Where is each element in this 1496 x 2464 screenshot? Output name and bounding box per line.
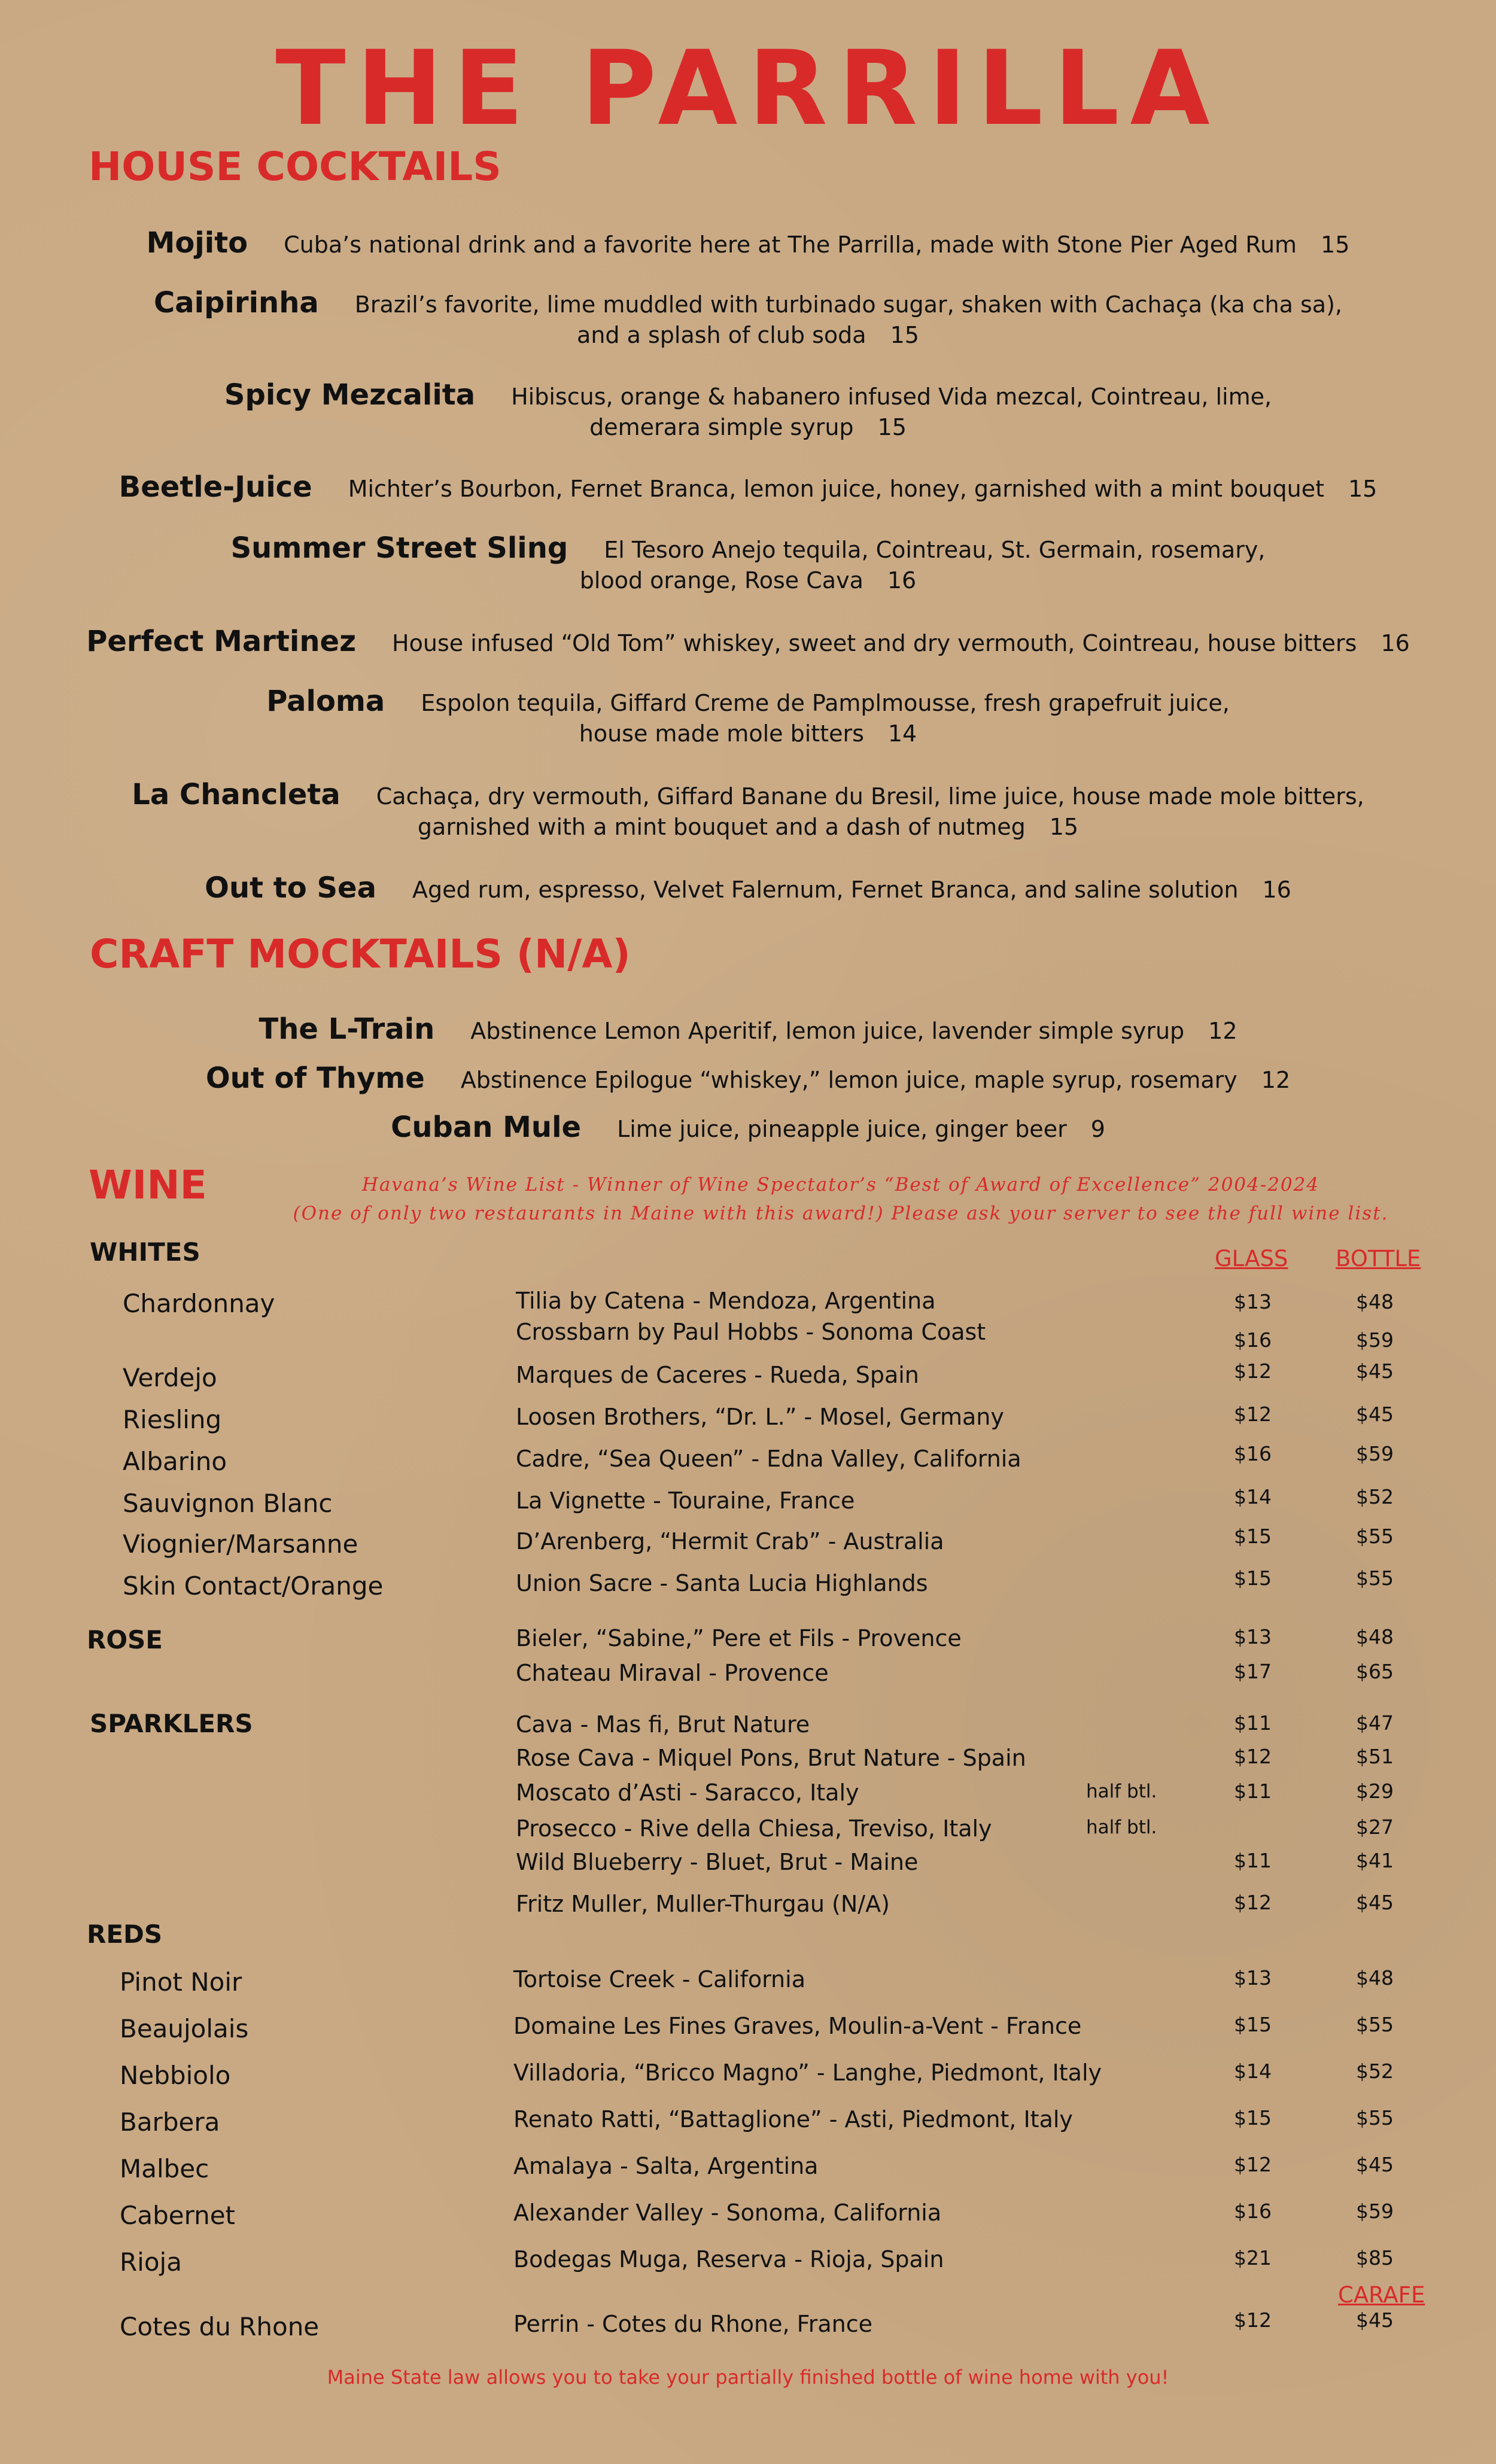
bottle-column-header: BOTTLE <box>1336 1246 1421 1271</box>
wine-desc: D’Arenberg, “Hermit Crab” - Australia <box>516 1528 944 1555</box>
wine-desc: Crossbarn by Paul Hobbs - Sonoma Coast <box>516 1319 986 1345</box>
wine-bottle-price: $45 <box>1356 2308 1394 2332</box>
wine-bottle-price: $41 <box>1356 1849 1394 1872</box>
wine-glass-price: $15 <box>1234 1566 1272 1590</box>
cocktail-desc-line2 <box>0 322 1496 348</box>
wine-bottle-price: $55 <box>1356 1525 1394 1548</box>
wine-glass-price: $15 <box>1234 2013 1272 2036</box>
wine-bottle-price: $59 <box>1356 1442 1394 1465</box>
wine-bottle-price: $48 <box>1356 1625 1394 1648</box>
wine-glass-price: $13 <box>1234 1290 1272 1313</box>
wine-desc: Loosen Brothers, “Dr. L.” - Mosel, Germany <box>516 1404 1004 1430</box>
carafe-column-header: CARAFE <box>1338 2282 1425 2308</box>
wine-desc: Chateau Miraval - Provence <box>516 1660 829 1686</box>
mocktail-name: Cuban Mule <box>391 1111 582 1144</box>
cocktail-name: Spicy Mezcalita <box>224 378 476 412</box>
cocktail-item <box>0 470 1496 504</box>
wine-glass-price: $14 <box>1234 2060 1272 2083</box>
cocktail-desc-cont: and a splash of club soda <box>577 322 866 348</box>
wine-grape: Nebbiolo <box>120 2061 231 2090</box>
wine-bottle-price: $55 <box>1356 1566 1394 1590</box>
wine-desc: Amalaya - Salta, Argentina <box>513 2153 819 2179</box>
cocktail-desc-line2 <box>0 814 1496 840</box>
wine-grape: Verdejo <box>123 1363 217 1392</box>
cocktail-item <box>0 778 1496 811</box>
wine-bottle-price: $45 <box>1356 2153 1394 2176</box>
wine-bottle-price: $48 <box>1356 1966 1394 1990</box>
cocktail-price: 16 <box>887 567 917 594</box>
wine-bottle-price: $29 <box>1356 1779 1394 1803</box>
cocktail-desc: Cachaça, dry vermouth, Giffard Banane du Bresil, lime juice, house made mole bitters, <box>376 783 1364 810</box>
half-bottle-label: half btl. <box>1086 1781 1157 1802</box>
wine-award-note-2: (One of only two restaurants in Maine with this award!) Please ask your server to see the full wine list. <box>293 1203 1389 1224</box>
house-cocktails-heading: HOUSE COCKTAILS <box>89 144 501 190</box>
wine-desc: Wild Blueberry - Bluet, Brut - Maine <box>516 1849 919 1875</box>
cocktail-desc: Hibiscus, orange & habanero infused Vida mezcal, Cointreau, lime, <box>511 384 1272 410</box>
wine-grape: Cotes du Rhone <box>120 2312 320 2341</box>
cocktail-item <box>0 625 1496 658</box>
wine-glass-price: $12 <box>1234 2308 1272 2332</box>
wine-bottle-price: $45 <box>1356 1891 1394 1914</box>
wine-grape: Viognier/Marsanne <box>123 1529 358 1559</box>
mocktail-item <box>0 1061 1496 1095</box>
wine-glass-price: $15 <box>1234 1525 1272 1548</box>
wine-bottle-price: $59 <box>1356 2200 1394 2223</box>
cocktail-item <box>0 286 1496 320</box>
wine-desc: Cava - Mas fi, Brut Nature <box>516 1711 810 1738</box>
wine-glass-price: $17 <box>1234 1660 1272 1683</box>
wine-award-note: Havana’s Wine List - Winner of Wine Spectator’s “Best of Award of Excellence” 2004-2024 <box>361 1174 1320 1196</box>
wine-bottle-price: $52 <box>1356 2060 1394 2083</box>
whites-heading: WHITES <box>90 1237 200 1267</box>
cocktail-name: Perfect Martinez <box>86 625 357 658</box>
wine-glass-price: $11 <box>1234 1779 1272 1803</box>
wine-desc: Fritz Muller, Muller-Thurgau (N/A) <box>516 1891 890 1917</box>
cocktail-desc-line2 <box>0 414 1496 440</box>
cocktail-desc-cont: blood orange, Rose Cava <box>579 567 863 594</box>
wine-bottle-price: $52 <box>1356 1485 1394 1508</box>
wine-desc: Moscato d’Asti - Saracco, Italy <box>516 1779 859 1806</box>
cocktail-price: 14 <box>887 720 917 747</box>
wine-desc: Bodegas Muga, Reserva - Rioja, Spain <box>513 2246 944 2273</box>
wine-bottle-price: $55 <box>1356 2106 1394 2130</box>
reds-heading: REDS <box>87 1920 163 1949</box>
wine-glass-price: $11 <box>1234 1711 1272 1735</box>
cocktail-price: 15 <box>890 322 919 348</box>
cocktail-desc: Brazil’s favorite, lime muddled with turbinado sugar, shaken with Cachaça (ka cha sa), <box>354 291 1342 318</box>
mocktail-item <box>0 1012 1496 1046</box>
wine-glass-price: $14 <box>1234 1485 1272 1508</box>
wine-glass-price: $13 <box>1234 1625 1272 1648</box>
mocktail-name: Out of Thyme <box>205 1061 425 1095</box>
cocktail-price: 15 <box>1348 476 1378 502</box>
wine-desc: Bieler, “Sabine,” Pere et Fils - Provence <box>516 1625 962 1651</box>
wine-desc: Union Sacre - Santa Lucia Highlands <box>516 1570 928 1596</box>
cocktail-desc: Espolon tequila, Giffard Creme de Pamplmousse, fresh grapefruit juice, <box>421 690 1230 716</box>
cocktail-name: Paloma <box>266 685 385 718</box>
wine-desc: Tortoise Creek - California <box>513 1966 805 1993</box>
wine-desc: Perrin - Cotes du Rhone, France <box>513 2311 872 2337</box>
wine-desc: Renato Ratti, “Battaglione” - Asti, Piedmont, Italy <box>513 2106 1073 2133</box>
mocktail-desc: Abstinence Epilogue “whiskey,” lemon juice, maple syrup, rosemary <box>460 1067 1237 1093</box>
wine-desc: La Vignette - Touraine, France <box>516 1487 855 1514</box>
rose-heading: ROSE <box>87 1625 163 1654</box>
cocktail-desc: Aged rum, espresso, Velvet Falernum, Fernet Branca, and saline solution <box>412 877 1239 903</box>
wine-desc: Marques de Caceres - Rueda, Spain <box>516 1362 919 1388</box>
wine-desc: Villadoria, “Bricco Magno” - Langhe, Piedmont, Italy <box>513 2060 1102 2086</box>
mocktail-name: The L-Train <box>259 1012 435 1046</box>
wine-desc: Cadre, “Sea Queen” - Edna Valley, California <box>516 1446 1021 1472</box>
wine-bottle-price: $65 <box>1356 1660 1394 1683</box>
wine-bottle-price: $59 <box>1356 1328 1394 1352</box>
wine-desc: Prosecco - Rive della Chiesa, Treviso, Italy <box>516 1815 992 1842</box>
wine-grape: Riesling <box>123 1405 222 1434</box>
wine-grape: Sauvignon Blanc <box>123 1489 333 1518</box>
restaurant-title: THE PARRILLA <box>275 28 1221 148</box>
wine-bottle-price: $51 <box>1356 1745 1394 1768</box>
wine-bottle-price: $27 <box>1356 1815 1394 1839</box>
wine-glass-price: $21 <box>1234 2246 1272 2270</box>
mocktail-price: 12 <box>1261 1067 1291 1093</box>
cocktail-desc: Michter’s Bourbon, Fernet Branca, lemon juice, honey, garnished with a mint bouquet <box>348 476 1324 502</box>
cocktail-name: La Chancleta <box>132 778 340 811</box>
wine-glass-price: $11 <box>1234 1849 1272 1872</box>
wine-glass-price: $13 <box>1234 1966 1272 1990</box>
mocktail-desc: Abstinence Lemon Aperitif, lemon juice, lavender simple syrup <box>470 1018 1185 1044</box>
cocktail-desc-line2 <box>0 567 1496 594</box>
wine-glass-price: $15 <box>1234 2106 1272 2130</box>
cocktail-name: Mojito <box>146 226 248 260</box>
cocktail-desc-line2 <box>0 720 1496 747</box>
cocktail-item <box>0 226 1496 260</box>
cocktail-item <box>0 871 1496 905</box>
wine-grape: Cabernet <box>120 2201 236 2230</box>
wine-desc: Tilia by Catena - Mendoza, Argentina <box>516 1288 936 1314</box>
wine-grape: Skin Contact/Orange <box>123 1571 384 1601</box>
wine-bottle-price: $45 <box>1356 1359 1394 1383</box>
cocktail-price: 15 <box>1049 814 1079 840</box>
cocktail-name: Caipirinha <box>154 286 319 320</box>
glass-column-header: GLASS <box>1215 1246 1288 1271</box>
cocktail-desc-cont: house made mole bitters <box>579 720 864 747</box>
wine-bottle-price: $85 <box>1356 2246 1394 2270</box>
wine-bottle-price: $55 <box>1356 2013 1394 2036</box>
cocktail-item <box>0 531 1496 565</box>
cocktail-desc: House infused “Old Tom” whiskey, sweet and dry vermouth, Cointreau, house bitters <box>392 630 1357 656</box>
cocktail-price: 15 <box>1321 232 1350 258</box>
cocktail-price: 16 <box>1262 877 1291 903</box>
cocktail-desc: El Tesoro Anejo tequila, Cointreau, St. Germain, rosemary, <box>604 537 1266 563</box>
wine-desc: Alexander Valley - Sonoma, California <box>513 2200 942 2226</box>
wine-glass-price: $12 <box>1234 1359 1272 1383</box>
cocktail-price: 16 <box>1381 630 1410 656</box>
wine-bottle-price: $45 <box>1356 1403 1394 1426</box>
cocktail-desc-cont: demerara simple syrup <box>589 414 854 440</box>
half-bottle-label: half btl. <box>1086 1817 1157 1838</box>
wine-glass-price: $12 <box>1234 1891 1272 1914</box>
cocktail-name: Summer Street Sling <box>230 531 568 565</box>
wine-grape: Malbec <box>120 2154 209 2183</box>
mocktail-price: 12 <box>1208 1018 1237 1044</box>
wine-grape: Albarino <box>123 1447 227 1476</box>
wine-glass-price: $16 <box>1234 2200 1272 2223</box>
footer-note: Maine State law allows you to take your partially finished bottle of wine home with you! <box>327 2366 1169 2389</box>
sparklers-heading: SPARKLERS <box>90 1709 253 1738</box>
cocktail-item <box>0 685 1496 718</box>
cocktail-name: Out to Sea <box>205 871 376 905</box>
wine-grape: Beaujolais <box>120 2014 249 2043</box>
mocktail-price: 9 <box>1090 1116 1105 1142</box>
cocktail-price: 15 <box>877 414 907 440</box>
wine-desc: Domaine Les Fines Graves, Moulin-a-Vent - France <box>513 2013 1082 2039</box>
cocktail-desc: Cuba’s national drink and a favorite here at The Parrilla, made with Stone Pier Aged Rum <box>284 232 1297 258</box>
mocktails-heading: CRAFT MOCKTAILS (N/A) <box>90 931 631 977</box>
wine-glass-price: $12 <box>1234 2153 1272 2176</box>
cocktail-item <box>0 378 1496 412</box>
wine-bottle-price: $48 <box>1356 1290 1394 1313</box>
wine-glass-price: $12 <box>1234 1745 1272 1768</box>
wine-grape: Barbera <box>120 2107 220 2137</box>
wine-grape: Rioja <box>120 2247 182 2277</box>
wine-desc: Rose Cava - Miquel Pons, Brut Nature - Spain <box>516 1745 1026 1771</box>
wine-grape: Chardonnay <box>123 1289 275 1318</box>
wine-heading: WINE <box>89 1162 207 1208</box>
wine-glass-price: $16 <box>1234 1328 1272 1352</box>
wine-glass-price: $16 <box>1234 1442 1272 1465</box>
wine-grape: Pinot Noir <box>120 1967 242 1997</box>
mocktail-item <box>0 1111 1496 1144</box>
cocktail-name: Beetle-Juice <box>118 470 312 504</box>
wine-bottle-price: $47 <box>1356 1711 1394 1735</box>
wine-glass-price: $12 <box>1234 1403 1272 1426</box>
cocktail-desc-cont: garnished with a mint bouquet and a dash of nutmeg <box>417 814 1026 840</box>
mocktail-desc: Lime juice, pineapple juice, ginger beer <box>617 1116 1067 1142</box>
